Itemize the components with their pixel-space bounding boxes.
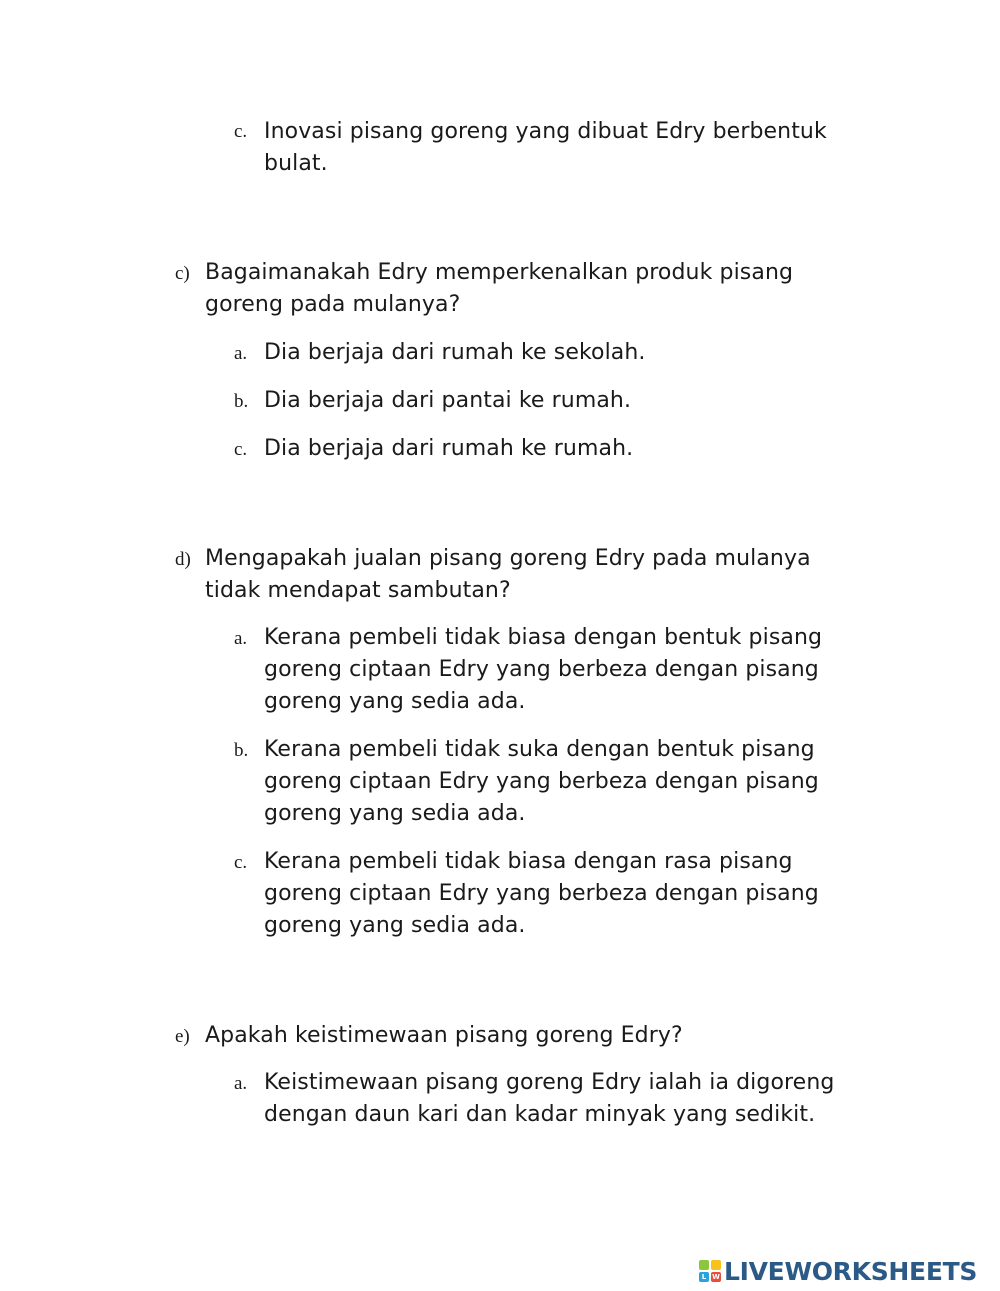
option-text-d-b-line-3: goreng yang sedia ada.	[264, 801, 526, 826]
option-marker-d-c: c.	[234, 852, 248, 873]
option-text-c-c: Dia berjaja dari rumah ke rumah.	[264, 436, 634, 461]
option-text-d-b-line-1: Kerana pembeli tidak suka dengan bentuk pisang	[264, 737, 815, 762]
option-marker-c-b: b.	[234, 391, 249, 412]
option-marker-c-a: a.	[234, 343, 248, 364]
logo-cube-blue: L	[699, 1272, 709, 1282]
option-marker-e-a: a.	[234, 1073, 248, 1094]
option-text-e-a-line-2: dengan daun kari dan kadar minyak yang sedikit.	[264, 1102, 816, 1127]
question-marker-c: c)	[175, 263, 190, 284]
option-text-c-a: Dia berjaja dari rumah ke sekolah.	[264, 340, 646, 365]
question-marker-e: e)	[175, 1026, 190, 1047]
option-text-d-a-line-3: goreng yang sedia ada.	[264, 689, 526, 714]
liveworksheets-logo	[698, 1256, 977, 1286]
option-marker-b-c: c.	[234, 121, 248, 142]
logo-cube-yellow	[711, 1260, 721, 1270]
option-marker-c-c: c.	[234, 439, 248, 460]
question-text-c-line-2: goreng pada mulanya?	[205, 292, 461, 317]
logo-cube-red: W	[712, 1273, 720, 1281]
question-text-d-line-1: Mengapakah jualan pisang goreng Edry pada mulanya	[205, 546, 811, 571]
question-text-e: Apakah keistimewaan pisang goreng Edry?	[205, 1023, 683, 1048]
option-text-e-a-line-1: Keistimewaan pisang goreng Edry ialah ia digoreng	[264, 1070, 835, 1095]
question-text-d-line-2: tidak mendapat sambutan?	[205, 578, 511, 603]
logo-cubes-icon	[698, 1259, 722, 1283]
option-marker-d-a: a.	[234, 628, 248, 649]
logo-text: LIVEWORKSHEETS	[724, 1256, 978, 1286]
option-text-d-c-line-1: Kerana pembeli tidak biasa dengan rasa pisang	[264, 849, 793, 874]
option-text-c-b: Dia berjaja dari pantai ke rumah.	[264, 388, 632, 413]
option-text-d-c-line-3: goreng yang sedia ada.	[264, 913, 526, 938]
option-marker-d-b: b.	[234, 740, 249, 761]
option-text-d-c-line-2: goreng ciptaan Edry yang berbeza dengan pisang	[264, 881, 819, 906]
logo-cube-green	[699, 1260, 709, 1270]
option-text-b-c-line-2: bulat.	[264, 151, 328, 176]
option-text-d-a-line-1: Kerana pembeli tidak biasa dengan bentuk pisang	[264, 625, 823, 650]
option-text-d-a-line-2: goreng ciptaan Edry yang berbeza dengan pisang	[264, 657, 819, 682]
question-text-c-line-1: Bagaimanakah Edry memperkenalkan produk pisang	[205, 260, 794, 285]
option-text-b-c-line-1: Inovasi pisang goreng yang dibuat Edry berbentuk	[264, 119, 827, 144]
option-text-d-b-line-2: goreng ciptaan Edry yang berbeza dengan pisang	[264, 769, 819, 794]
question-marker-d: d)	[175, 549, 191, 570]
